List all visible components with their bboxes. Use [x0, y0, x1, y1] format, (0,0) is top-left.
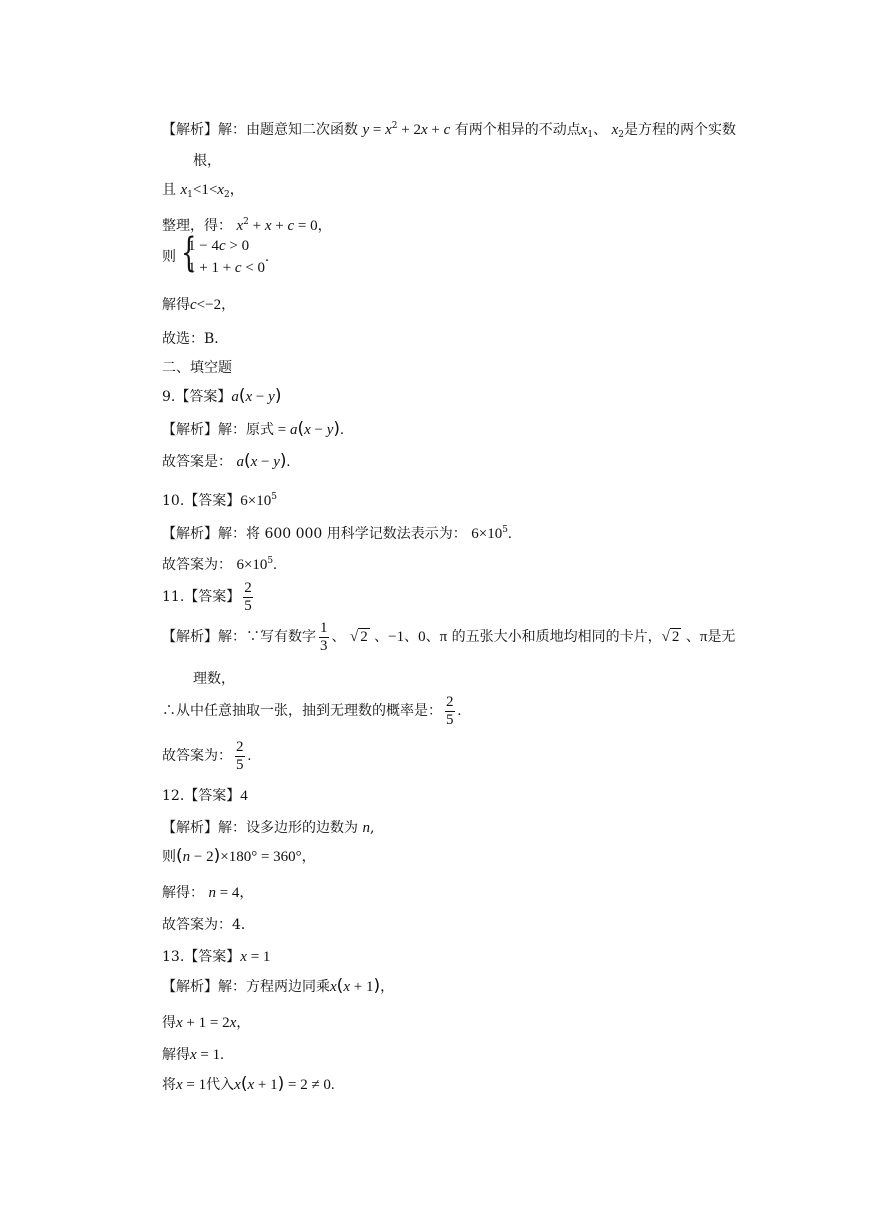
q11-conclusion: 故答案为： $\frac{2}{5}$ .: [162, 738, 252, 773]
fraction-1-3: $\frac{1}{3}$: [320, 619, 328, 654]
fraction-2-5: $\frac{2}{5}$: [446, 693, 454, 728]
q12-answer: 12.【答案】4: [162, 788, 248, 804]
q10-answer: 10.【答案】$6\times 10^5$: [162, 492, 277, 509]
q12-conclusion: 故答案为：4．: [162, 917, 255, 933]
q12-analysis: 【解析】解：设多边形的边数为 n,: [162, 820, 375, 836]
q13-step1: 得x + 1 = 2x，: [162, 1015, 251, 1031]
section-heading: 二、填空题: [162, 360, 232, 376]
analysis-line-6: 解得c<−2，: [162, 297, 236, 313]
analysis-line-1: 【解析】解：由题意知二次函数 $y = x^2 + 2x + c$ 有两个相异的不动点$x_1$、 $x_2$是方程的两个实数: [162, 121, 736, 140]
equation-system: { 1 − 4c > 0 1 + 1 + c < 0: [181, 230, 266, 276]
analysis-line-2: 根，: [193, 153, 221, 169]
fraction-2-5: $\frac{2}{5}$: [244, 579, 252, 614]
q10-conclusion: 故答案为： $6\times 10^5$.: [162, 556, 277, 573]
q13-answer: 13.【答案】x = 1: [162, 949, 271, 965]
q13-analysis: 【解析】解：方程两边同乘x(x + 1)，: [162, 976, 395, 996]
q10-analysis: 【解析】解：将 600 000 用科学记数法表示为： $6\times 10^5$.: [162, 525, 512, 542]
analysis-line-7: 故选：B．: [162, 331, 229, 347]
q11-probability: ∴从中任意抽取一张，抽到无理数的概率是： $\frac{2}{5}$ .: [162, 693, 462, 728]
analysis-line-3: 且 $x_1<1<x_2$，: [162, 182, 244, 200]
q13-check: 将x = 1代入x(x + 1) = 2 ≠ 0.: [162, 1074, 335, 1094]
q11-analysis: 【解析】解：∵写有数字 $\frac{1}{3}$ 、 √ 2 、−1、0、π 的五张大小和质地均相同的卡片，√ 2 、π是无: [162, 619, 736, 654]
q9-analysis: 【解析】解：原式 = a(x − y).: [162, 419, 344, 439]
q11-analysis-cont: 理数，: [193, 671, 235, 687]
q9-answer: 9.【答案】a(x − y): [162, 386, 282, 406]
analysis-line-5: 则 { 1 − 4c > 0 1 + 1 + c < 0 .: [162, 235, 269, 279]
q12-equation: 则(n − 2)×180° = 360°，: [162, 846, 316, 866]
fraction-2-5: $\frac{2}{5}$: [236, 738, 244, 773]
q12-solve: 解得： n = 4，: [162, 885, 254, 901]
analysis-line-4: 整理，得： $x^2 + x + c = 0$，: [162, 217, 332, 234]
q13-step2: 解得x = 1.: [162, 1047, 224, 1063]
q11-answer: 11.【答案】 $\frac{2}{5}$: [162, 579, 252, 614]
q9-conclusion: 故答案是： a(x − y).: [162, 451, 291, 471]
